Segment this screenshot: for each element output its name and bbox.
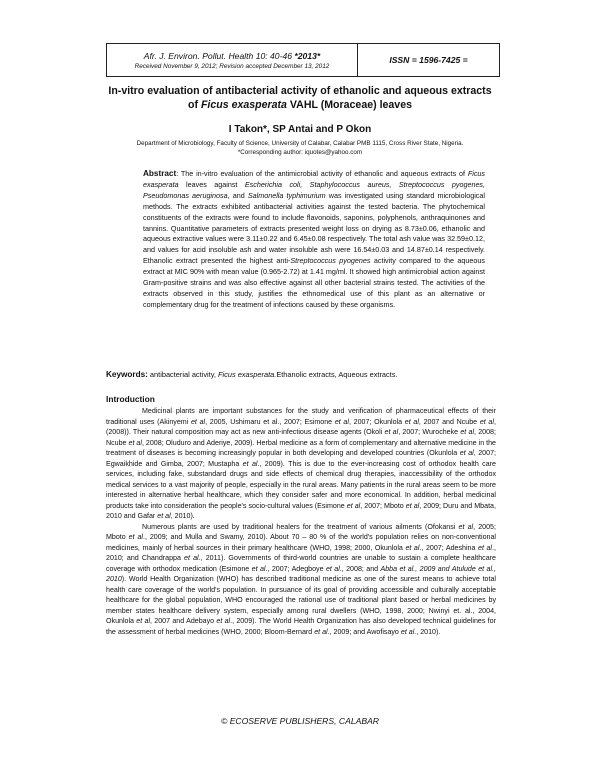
title-line-2: of Ficus exasperata VAHL (Moraceae) leaves: [188, 99, 412, 111]
introduction-body: [106, 406, 496, 637]
publisher-footer: © ECOSERVE PUBLISHERS, CALABAR: [220, 716, 380, 726]
department: Department of Microbiology, Faculty of Science, University of Calabar, Calabar PMB 1115, Cross River State, Nigeria.: [136, 140, 464, 147]
journal-year: *2013*: [294, 50, 321, 61]
introduction-heading: Introduction: [106, 394, 155, 404]
keywords-label: Keywords:: [106, 370, 148, 379]
title-line-1: In-vitro evaluation of antibacterial activity of ethanolic and aqueous extracts: [108, 85, 492, 97]
affiliation: [80, 140, 520, 157]
issn: ISSN = 1596-7425 =: [389, 55, 468, 65]
journal-name: Afr. J. Environ. Pollut. Health 10: 40-46 *2013*: [143, 50, 321, 61]
abstract: Abstract: The in-vitro evaluation of the antimicrobial activity of ethanolic and aqueous extracts of Ficus exasperata leaves against Escherichia coli, Staphylococcus aureus, Streptococcus pyogenes, Pseudomonas aeruginosa, and Salmonella typhimurium was investigated using standard microbiological methods. The extracts exhibited antibacterial activities against the tested bacteria. The phytochemical constituents of the extracts were found to include flavonoids, saponins, polyphenols, anthraquinones and tannins. Quantitative parameters of extracts presented weight loss on drying as 8.73±0.06, ethanolic and aqueous extractive values were 3.11±0.22 and 6.45±0.08 respectively. The total ash value was 32.59±0.12, and values for acid insoluble ash and water insoluble ash were 16.54±0.03 and 14.87±0.14 respectively. Ethanolic extract presented the highest anti-Streptococcus pyogenes activity compared to the aqueous extract at MIC 90% with mean value (0.965-2.72) at 1.41 mg/ml. It showed high antimicrobial action against Gram-positive strains and was also effective against all other bacterial strains tested. The activities of the extracts observed in this study, justifies the ethnomedical use of this plant as an alternative or complementary drug for the treatment of infections caused by these organisms.: [143, 169, 486, 309]
corresponding-author: *Corresponding author: iquotes@yahoo.com: [237, 148, 363, 156]
keywords: Keywords: antibacterial activity, Ficus exasperata.Ethanolic extracts, Aqueous extracts.: [106, 370, 398, 379]
journal-citation: [107, 44, 358, 76]
received-dates: Received November 9, 2012; Revision accepted December 13, 2012: [134, 62, 330, 70]
journal-header-box: [106, 43, 500, 77]
intro-paragraph: Medicinal plants are important substances for the study and verification of pharmaceutical effects of their traditional uses (Akinyemi et al, 2005, Ushimaru et al., 2007; Esimone et al, 2007; Okunlola et al, 2007 and Ncube et al,(2008)). Their natural composition may act as new anti-infectious disease agents (Okoli et al, 2007; Wurocheke et al, 2008; Ncube et al, 2008; Oluduro and Aderiye, 2009). Herbal medicine as a form of complementary and alternative medicine in the treatment of diseases is becoming increasingly popular in both developing and developed countries (Okunlola et al, 2007; Egwaikhide and Gimba, 2007; Mustapha et al., 2009). This is due to the ever-increasing cost of orthodox health care services, including fake, substandard drugs and side effects of chemical drug therapies, inaccessibility of the orthodox medical services to a vast majority of people, especially in the rural areas. Many patients in the rural areas seem to be more interested in alternative herbal healthcare, which they consider safer and more economical. In addition, herbal medicinal products take into consideration the people's socio-cultural values (Esimone et al, 2007; Mboto et al, 2009; Duru and Mbata, 2010 and Gafar et al, 2010).: [106, 407, 496, 520]
intro-paragraph: Numerous plants are used by traditional healers for the treatment of various ailments (Ofokansi et al, 2005; Mboto et al., 2009; and Mulla and Swamy, 2010). About 70 – 80 % of the world's population relies on non-conventional medicines, mainly of herbal sources in their primary healthcare (WHO, 1998; 2000, Okunlola et al., 2007; Adeshina et al., 2010; and Chandrappa et al., 2011). Governments of third-world countries are unable to sustain a complete healthcare coverage with orthodox medication (Esimone et al., 2007; Adegboye et al., 2008; and Abba et al., 2009 and Atulude et al., 2010). World Health Organization (WHO) has described traditional medicine as one of the surest means to achieve total health care coverage of the world's population. In pursuance of its goal of providing accessible and culturally acceptable healthcare for the global population, WHO encouraged the rational use of traditional plant based or herbal medicines by member states healthcare delivery system, especially among rural dwellers (WHO, 1998, 2000; Nwinyi et. al., 2004, Okunlola et al, 2007 and Adebayo et al., 2009). The World Health Organization has also developed technical guidelines for the assessment of herbal medicines (WHO, 2000; Bloom-Bernard et al., 2009; and Awofisayo et al., 2010).: [106, 522, 496, 636]
abstract-label: Abstract: [143, 169, 177, 178]
paper-title: [80, 84, 520, 112]
authors: I Takon*, SP Antai and P Okon: [228, 124, 372, 135]
